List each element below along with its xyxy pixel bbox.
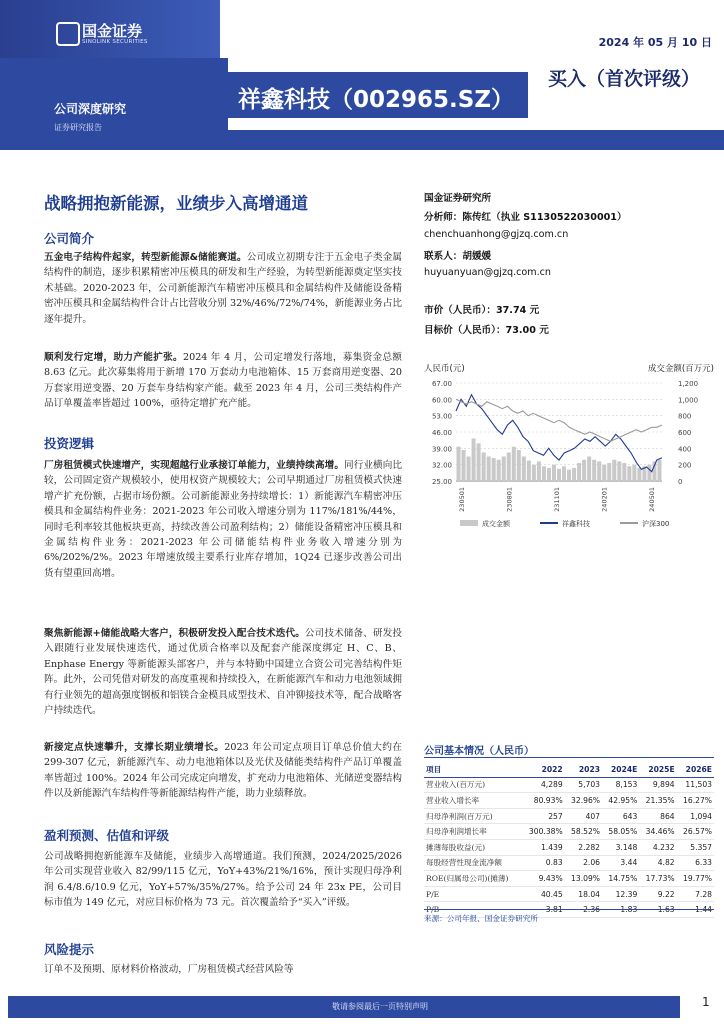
table-cell: 17.73% — [639, 871, 676, 887]
table-cell: 0.83 — [522, 855, 565, 871]
paragraph-logic-1 — [44, 458, 402, 581]
y-tick-label: 39.00 — [431, 445, 452, 454]
y2-tick-label: 800 — [678, 412, 692, 421]
table-cell: 16.27% — [677, 793, 714, 809]
paragraph-lead: 新接定点快速攀升，支撑长期业绩增长。 — [44, 742, 225, 753]
logo-text: 国金证券 — [82, 22, 143, 40]
paragraph-body: 2024 年 4 月，公司定增发行落地，募集资金总额 8.63 亿元。此次募集将用于新增 170 万套动力电池箱体、15 万套商用逆变器、20 万套家用逆变器、20 万套车身结构家产能。截至 2023 年 4 月，公司三类结构件产品订单覆盖率皆超过 100%，亟待定增扩充产能。 — [44, 352, 403, 410]
table-cell: 13.09% — [565, 871, 602, 887]
paragraph-lead: 聚焦新能源+储能战略大客户，积极研发投入配合技术迭代。 — [44, 628, 305, 639]
volume-bar — [567, 470, 571, 481]
volume-bar — [622, 463, 626, 481]
y-tick-label: 53.00 — [431, 412, 452, 421]
section-heading-intro: 公司简介 — [44, 231, 95, 246]
legend-label: 祥鑫科技 — [562, 520, 590, 528]
y2-tick-label: 0 — [678, 478, 683, 486]
table-row — [424, 871, 714, 887]
volume-bar — [617, 461, 621, 481]
volume-bar — [577, 463, 581, 481]
table-cell: 6.33 — [677, 855, 714, 871]
y2-tick-label: 1,000 — [678, 396, 699, 405]
paragraph-intro-2 — [44, 350, 402, 412]
rating: 买入（首次评级） — [547, 68, 700, 90]
paragraph-body: 同行业横向比较，公司固定资产规模较小，使用权资产规模较大；公司早期通过厂房租赁模式快速增产扩充份额，占据市场份额。公司新能源业务持续增长：1）新能源汽车精密冲压模具和金属结构件业务：2021-2023 年公司收入增速分别为 117%/181%/44%，同时毛利率较其他板块更高，持续改善公司盈利结构；2）储能设备精密冲压模具和金属结构件业务：2021-2023 年公司储能结构件业务收入增速分别为 6%/202%/2%。2023 年增速放缓主要系行业库存增加，1Q24 已逐步改善公司出货有望重回高增。 — [44, 460, 402, 579]
paragraph-lead: 五金电子结构件起家，转型新能源&储能赛道。 — [44, 252, 247, 263]
report-subtitle: 证券研究报告 — [54, 123, 102, 132]
chart-right-label: 成交金额(百万元) — [647, 364, 714, 374]
volume-bar — [472, 439, 476, 481]
y2-tick-label: 200 — [678, 461, 692, 470]
table-cell: 5,703 — [565, 777, 602, 793]
table-cell: 12.39 — [602, 886, 639, 902]
table-cell: 9.22 — [639, 886, 676, 902]
volume-bar — [467, 457, 471, 482]
section-heading-risk: 风险提示 — [44, 942, 95, 957]
volume-bar — [532, 465, 536, 481]
table-row — [424, 824, 714, 840]
table-cell: 2026E — [677, 762, 714, 777]
table-row — [424, 793, 714, 809]
row-label: 归母净利润增长率 — [424, 824, 522, 840]
paragraph-forecast: 公司战略拥抱新能源车及储能，业绩步入高增通道。我们预测，2024/2025/2026 年公司实现营业收入 82/99/115 亿元，YoY+43%/21%/16%，预计实现归母净利润 6.4/8.6/10.9 亿元，YoY+57%/35%/27%。给予公司 24 年 23x PE，公司目标市值为 149 亿元，对应目标价格为 73 元。首次覆盖给予“买入”评级。 — [44, 851, 402, 909]
volume-bar — [512, 447, 516, 481]
analyst-name: 分析师：陈传红（执业 S1130522030001） — [424, 212, 627, 223]
row-label: 每股经营性现金流净额 — [424, 855, 522, 871]
volume-bar — [607, 463, 611, 481]
table-row — [424, 886, 714, 902]
contact-name: 联系人：胡媛媛 — [424, 251, 492, 262]
table-cell: 4.232 — [639, 839, 676, 855]
table-cell: 58.05% — [602, 824, 639, 840]
paragraph-lead: 厂房租赁模式快速增产，实现超越行业承接订单能力，业绩持续高增。 — [44, 460, 345, 471]
y-tick-label: 32.00 — [431, 461, 452, 470]
volume-bar — [482, 452, 486, 481]
x-tick-label: 231101 — [553, 487, 561, 512]
table-cell: 257 — [522, 808, 565, 824]
table-cell: 864 — [639, 808, 676, 824]
table-row — [424, 777, 714, 793]
table-cell: 2.06 — [565, 855, 602, 871]
report-type: 公司深度研究 — [54, 102, 127, 116]
volume-bar — [507, 452, 511, 481]
chart-left-label: 人民币(元) — [424, 364, 465, 374]
paragraph-risk: 订单不及预期、原材料价格波动，厂房租赁模式经营风险等 — [44, 964, 294, 975]
volume-bar — [552, 465, 556, 481]
y-tick-label: 25.00 — [431, 478, 452, 486]
paragraph-logic-3 — [44, 740, 402, 802]
report-date: 2024 年 05 月 10 日 — [598, 36, 712, 49]
x-tick-label: 240201 — [600, 487, 609, 512]
volume-bar — [632, 465, 636, 481]
y2-tick-label: 1,200 — [678, 380, 699, 388]
table-cell: 40.45 — [522, 886, 565, 902]
volume-bar — [547, 468, 551, 481]
volume-bar — [627, 466, 631, 481]
chart-x-ticks — [458, 487, 656, 512]
table-cell: 14.75% — [602, 871, 639, 887]
table-cell: 5.357 — [677, 839, 714, 855]
volume-bar — [602, 465, 606, 481]
footer-disclaimer[interactable]: 敬请参阅最后一页特别声明 — [332, 1002, 428, 1011]
table-source: 来源：公司年报、国金证券研究所 — [424, 914, 538, 923]
volume-bar — [497, 460, 501, 481]
table-cell: 32.96% — [565, 793, 602, 809]
table-cell: 1.439 — [522, 839, 565, 855]
table-cell: 26.57% — [677, 824, 714, 840]
table-cell: 1,094 — [677, 808, 714, 824]
table-cell: 18.04 — [565, 886, 602, 902]
row-label: 项目 — [424, 762, 522, 777]
volume-bar — [647, 465, 651, 481]
table-cell: 58.52% — [565, 824, 602, 840]
volume-bar — [462, 450, 466, 481]
row-label: 摊薄每股收益(元) — [424, 839, 522, 855]
volume-bar — [572, 468, 576, 481]
volume-bar — [527, 461, 531, 481]
volume-bar — [457, 447, 461, 481]
volume-bar — [587, 457, 591, 482]
contact-email[interactable]: huyuanyuan@gjzq.com.cn — [424, 267, 552, 278]
stock-title: 祥鑫科技（002965.SZ） — [228, 79, 524, 116]
paragraph-intro-1 — [44, 250, 402, 327]
volume-bar — [582, 460, 586, 481]
legend-label: 成交金额 — [482, 520, 510, 528]
row-label: P/E — [424, 886, 522, 902]
volume-bar — [597, 461, 601, 481]
table-cell: 300.38% — [522, 824, 565, 840]
table-cell: 7.28 — [677, 886, 714, 902]
table-cell: 80.93% — [522, 793, 565, 809]
table-cell: 21.35% — [639, 793, 676, 809]
footer-page-box — [680, 990, 720, 1024]
legend-label: 沪深300 — [642, 520, 670, 528]
table-header-row — [424, 762, 714, 777]
table-top-rule — [424, 757, 714, 758]
volume-bar — [542, 466, 546, 481]
table-bottom-rule — [424, 909, 714, 910]
table-row — [424, 855, 714, 871]
analyst-email[interactable]: chenchuanhong@gjzq.com.cn — [424, 229, 569, 240]
row-label: 营业收入(百万元) — [424, 777, 522, 793]
y2-tick-label: 600 — [678, 429, 692, 437]
table-title: 公司基本情况（人民币） — [424, 746, 534, 757]
volume-bar — [657, 460, 661, 481]
research-institute: 国金证券研究所 — [424, 193, 492, 204]
logo-icon — [56, 22, 80, 46]
volume-bar — [502, 457, 506, 482]
table-row — [424, 808, 714, 824]
volume-bar — [592, 460, 596, 481]
table-cell: 11,503 — [677, 777, 714, 793]
table-cell: 8,153 — [602, 777, 639, 793]
table-cell: 2.282 — [565, 839, 602, 855]
row-label: ROE(归属母公司)(摊薄) — [424, 871, 522, 887]
volume-bar — [557, 469, 561, 481]
volume-bar — [612, 460, 616, 481]
volume-bar — [562, 466, 566, 481]
price-chart — [422, 363, 716, 533]
volume-bar — [637, 468, 641, 481]
table-row — [424, 839, 714, 855]
table-cell: 9.43% — [522, 871, 565, 887]
paragraph-body: 公司技术储备、研发投入跟随行业发展快速迭代，通过优质合格率以及配套产能深度绑定 H、C、B、Enphase Energy 等新能源头部客户，并与本特勤中国建立合资公司完善结构件矩阵。此外，公司凭借对研发的高度重视和持续投入，在新能源汽车和动力电池领域拥有行业领先的超高强度钢板和铝镁合金模具成型技术、自冲铆接技术等，配合战略客户持续迭代。 — [44, 628, 403, 717]
index-line — [456, 399, 662, 441]
logo-subtitle: SINOLINK SECURITIES — [82, 39, 148, 45]
volume-bar — [487, 457, 491, 482]
volume-bar — [492, 458, 496, 481]
chart-legend — [460, 519, 669, 528]
target-price: 目标价（人民币）：73.00 元 — [424, 325, 549, 336]
paragraph-body: 公司成立初期专注于五金电子类金属结构件的制造，逐步积累精密冲压模具的研发和生产经验，为转型新能源奠定坚实技术基础。2020-2023 年，公司新能源汽车精密冲压模具和金属结构件及储能设备精密冲压模具和金属结构件合计占比营收分别 32%/46%/72%/74%，新能源业务占比逐年提升。 — [44, 252, 403, 325]
volume-bar — [522, 457, 526, 482]
legend-swatch-volume — [460, 520, 478, 526]
volume-bar — [517, 450, 521, 481]
row-label: 营业收入增长率 — [424, 793, 522, 809]
y-tick-label: 67.00 — [431, 380, 452, 388]
table-cell: 3.44 — [602, 855, 639, 871]
y-tick-label: 60.00 — [431, 396, 452, 405]
table-cell: 4.82 — [639, 855, 676, 871]
table-cell: 9,894 — [639, 777, 676, 793]
y-tick-label: 46.00 — [431, 429, 452, 437]
table-cell: 42.95% — [602, 793, 639, 809]
main-title: 战略拥抱新能源，业绩步入高增通道 — [44, 194, 308, 213]
table-cell: 4,289 — [522, 777, 565, 793]
page-number: 1 — [702, 995, 710, 1009]
section-heading-logic: 投资逻辑 — [44, 436, 95, 451]
paragraph-body: 2023 年公司定点项目订单总价值大约在 299-307 亿元，新能源汽车、动力电池箱体以及光伏及储能类结构件产品订单覆盖率皆超过 100%。2024 年公司完成定向增发，扩充动力电池箱体、光储逆变器结构件以及新能源汽车结构件等新能源结构件产能，助力业绩释放。 — [44, 742, 403, 800]
table-cell: 2025E — [639, 762, 676, 777]
row-label: 归母净利润(百万元) — [424, 808, 522, 824]
table-cell: 3.148 — [602, 839, 639, 855]
section-heading-forecast: 盈利预测、估值和评级 — [44, 828, 170, 843]
x-tick-label: 240501 — [648, 487, 656, 512]
x-tick-label: 230801 — [505, 487, 514, 512]
y2-tick-label: 400 — [678, 445, 692, 454]
x-tick-label: 230501 — [458, 487, 466, 512]
table-cell: 34.46% — [639, 824, 676, 840]
table-cell: 2024E — [602, 762, 639, 777]
volume-bar — [477, 443, 481, 481]
table-cell: 19.77% — [677, 871, 714, 887]
table-cell: 2022 — [522, 762, 565, 777]
financial-table — [424, 762, 714, 918]
table-cell: 2023 — [565, 762, 602, 777]
table-cell: 643 — [602, 808, 639, 824]
paragraph-logic-2 — [44, 626, 402, 718]
paragraph-lead: 顺利发行定增，助力产能扩张。 — [44, 352, 183, 363]
volume-bar — [537, 461, 541, 481]
table-cell: 407 — [565, 808, 602, 824]
market-price: 市价（人民币）：37.74 元 — [424, 305, 540, 316]
